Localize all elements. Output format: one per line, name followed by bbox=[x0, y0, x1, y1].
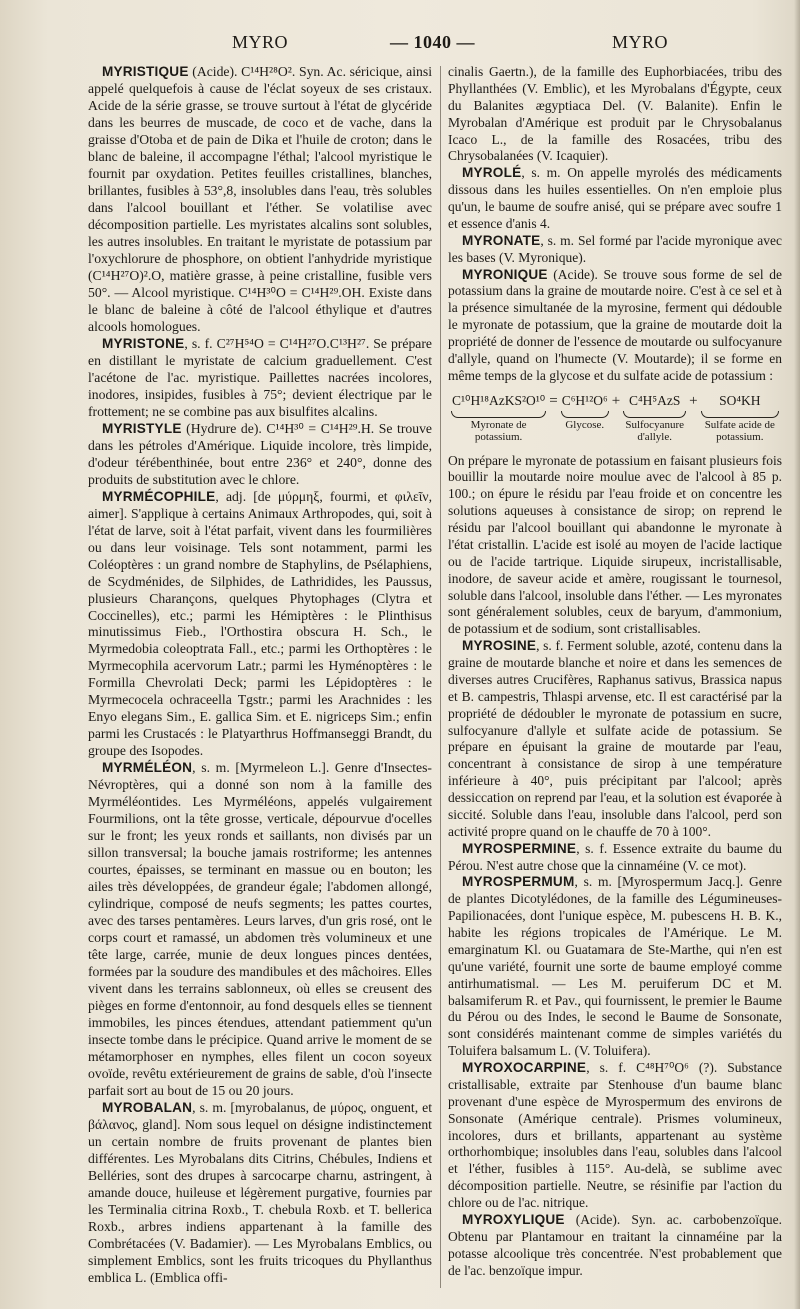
entry-text: , s. f. C²⁷H⁵⁴O = C¹⁴H²⁷O.C¹³H²⁷. Se prépare en distillant le myristate de calcium graduellement. C'est l'acétone de l'ac. myristique. Paillettes nacrées incolores, inodores, insipides, fusibles à 75°; devient électrique par le frottement; ne se combine pas aux bisulfites alcalins. bbox=[88, 335, 432, 419]
entry-text: , s. f. Essence extraite du baume du Pérou. N'est autre chose que la cinnaméine (V. ce mot). bbox=[448, 840, 782, 873]
entry-text: , s. m. Sel formé par l'acide myronique avec les bases (V. Myronique). bbox=[448, 232, 782, 265]
entry-text: On prépare le myronate de potassium en faisant plusieurs fois bouillir la moutarde noire moulue avec de l'alcool à 85 p. 100.; on épure le résidu par l'eau froide et on concentre les solutions aqueuses à consistance de sirop; on reprend le résidu par l'alcool bouillant qui abandonne le myronate à l'état cristallin. L'acide est isolé au moyen de l'acide lactique ou de l'acide tartrique. Liquide sirupeux, incristallisable, inodore, de saveur acide et amère, rougissant le tournesol, soluble dans l'alcool, insoluble dans l'éther. — Les myronates sont généralement solubles, ceux de baryum, d'ammonium, de potassium et de sodium, sont cristallisables. bbox=[448, 452, 782, 637]
equation-term bbox=[624, 393, 685, 443]
entry-myronique-continued bbox=[448, 453, 782, 639]
label-sulfate: Sulfate acide de potassium. bbox=[704, 418, 775, 443]
entry-myronate bbox=[448, 233, 782, 267]
entry-text: , adj. [de μύρμηξ, fourmi, et φιλεῖν, aimer]. S'applique à certains Animaux Arthropodes, qui, soit à l'état de larve, soit à l'état parfait, vivent dans les fourmilières ou dans leur voisinage. Tels sont notamment, parmi les Coléoptères : un grand nombre de Staphylins, de Psélaphiens, de Scydménides, de Silphides, de Lathridides, les Paussus, plusieurs Charançons, quelques Phytophages (Clytra et Coccinelles), etc.; parmi les Hémiptères : le Plinthisus minutissimus Fieb., l'Orthostira obscura H. Sch., le Myrmedobia coleoptrata Fall., etc.; parmi les Orthoptères : le Myrmecophila acervorum Latr.; parmi les Hyménoptères : le Formilla Chevrolati Deck; parmi les Lépidoptères : le Myrmecocela ochraceella Tgstr.; parmi les Arachnides : les Enyo elegans Sim., E. gallica Sim. et E. nigriceps Sim.; enfin parmi les Crustacés : le Platyarthrus Hoffmanseggi Brandt, du groupe des Isopodes. bbox=[88, 488, 432, 759]
entry-text: , s. f. Ferment soluble, azoté, contenu dans la graine de moutarde blanche et noire et dans les semences de diverses autres Crucifères, Raphanus sativus, Brassica napus et B. campestris, Thlaspi arvense, etc. Il est caractérisé par la propriété de dédoubler le myronate de potassium en sucre, sulfocyanure d'allyle et sulfate acide de potassium. Se prépare en épuisant la graine de moutarde par l'eau, concentrant à consistance de sirop à une température inférieure à 40°, puis précipitant par l'alcool; après dessiccation on reprend par l'eau, et la solution est évaporée à siccité. Soluble dans l'eau, insoluble dans l'alcool, perd son activité propre quand on le chauffe de 70 à 100°. bbox=[448, 638, 782, 839]
underbrace bbox=[451, 411, 546, 418]
headword: MYRMÉLÉON bbox=[102, 760, 193, 776]
entry-myrospermine bbox=[448, 841, 782, 875]
headword: MYRONIQUE bbox=[462, 266, 548, 282]
headword: MYRMÉCOPHILE bbox=[102, 488, 216, 504]
running-head-right: MYRO bbox=[612, 32, 669, 52]
plus-sign: + bbox=[611, 392, 621, 409]
underbrace bbox=[623, 411, 686, 418]
entry-text: , s. f. C⁴⁸H⁷⁰O⁶ (?). Substance cristallisable, extraite par Stenhouse d'un baume blanc provenant d'une espèce de Myrospermum des environs de Sonsonate (Amérique centrale). Prismes volumineux, incolores, durs et brillants, appartenant au système orthorhombique; insolubles dans l'eau, solubles dans l'alcool et l'éther, fusibles à 115°. Au-delà, se sublime avec décomposition partielle. Neutre, se résinifie par l'action du chlore ou de l'ac. nitrique. bbox=[448, 1060, 782, 1210]
headword: MYRISTIQUE bbox=[102, 64, 189, 79]
entry-myrospermum bbox=[448, 874, 782, 1060]
page-number: — 1040 — bbox=[390, 32, 475, 52]
headword: MYROLÉ bbox=[462, 165, 522, 181]
equation-term bbox=[452, 393, 545, 443]
entry-myroxocarpine bbox=[448, 1060, 782, 1212]
entry-myrobalan bbox=[88, 1100, 432, 1287]
headword: MYROSPERMINE bbox=[462, 840, 577, 856]
right-column bbox=[448, 64, 782, 1289]
equation-term bbox=[702, 393, 778, 443]
formula-sulfate: SO⁴KH bbox=[719, 392, 761, 408]
headword: MYRISTONE bbox=[102, 335, 185, 351]
entry-myroxylique bbox=[448, 1212, 782, 1280]
page-binding-shadow bbox=[794, 0, 800, 1309]
headword: MYROXOCARPINE bbox=[462, 1060, 587, 1075]
left-column bbox=[88, 64, 432, 1289]
equation-term bbox=[562, 393, 608, 431]
entry-text: (Hydrure de). C¹⁴H³⁰ = C¹⁴H²⁹.H. Se trouve dans les pétroles d'Amérique. Liquide incolore, très limpide, d'odeur térébenthinée, bout entre 236° et 240°, donne des produits de substitution avec le chlore. bbox=[88, 420, 432, 487]
chemical-equation bbox=[452, 393, 778, 443]
headword: MYROSINE bbox=[462, 638, 537, 654]
entry-myristyle bbox=[88, 421, 432, 489]
headword: MYROSPERMUM bbox=[462, 874, 575, 890]
underbrace bbox=[701, 411, 779, 418]
entry-text: (Acide). Syn. ac. carbobenzoïque. Obtenu par Plantamour en traitant la cinnaméine par la potasse alcoolique très concentrée. N'est probablement que de l'ac. benzoïque impur. bbox=[448, 1211, 782, 1278]
entry-text: (Acide). C¹⁴H²⁸O². Syn. Ac. séricique, ainsi appelé quelquefois à cause de l'éclat soyeux de ses cristaux. Acide de la série grasse, se trouve surtout à l'état de glycéride dans les beurres de muscade, de coco et de vache, dans la graisse d'Otoba et de pain de Dika et l'huile de croton; dans le blanc de baleine, il accompagne l'éthal; l'alcool myristique le fournit par oxydation. Petites feuilles cristallines, blanches, brillantes, fusibles à 53°,8, insolubles dans l'eau, très solubles dans l'alcool bouillant et l'éther. Se volatilise avec décomposition partielle. Les myristates alcalins sont solubles, les autres insolubles. En traitant le myristate de potassium par l'oxychlorure de phosphore, on obtient l'anhydride myristique (C¹⁴H²⁷O)².O, matière grasse, à peine cristalline, fusible vers 50°. — Alcool myristique. C¹⁴H³⁰O = C¹⁴H²⁹.OH. Existe dans le blanc de baleine à côté de l'alcool éthylique et d'autres alcools homologues. bbox=[88, 64, 432, 334]
formula-glycose: C⁶H¹²O⁶ bbox=[561, 392, 608, 408]
entry-myrmeleon bbox=[88, 760, 432, 1100]
headword: MYROBALAN bbox=[102, 1100, 193, 1116]
entry-text: , s. m. [myrobalanus, de μύρος, onguent, et βάλανος, gland]. Nom sous lequel on désigne indistinctement un certain nombre de fruits provenant de plantes bien différentes. Les Myrobalans dits Citrins, Chébules, Indiens et Belléries, sont des drupes à sarcocarpe charnu, astringent, à amande douce, huileuse et légèrement purgative, fournies par les Terminalia citrina Roxb., T. chebula Roxb. et T. bellerica Roxb., arbres indiens appartenant à la famille des Combrétacées (V. Badamier). — Les Myrobalans Emblics, ou simplement Emblics, sont les fruits tricoques du Phyllanthus emblica L. (Emblica offi- bbox=[88, 1100, 432, 1285]
headword: MYRISTYLE bbox=[102, 420, 182, 436]
entry-myristique bbox=[88, 64, 432, 336]
label-myronate: Myronate de potassium. bbox=[470, 418, 527, 443]
entry-text: cinalis Gaertn.), de la famille des Euphorbiacées, tribu des Phyllanthées (V. Emblic), et les Myrobalans d'Égypte, ceux du Balanites ægyptiaca Del. (V. Balanite). Enfin le Myrobalan d'Amérique est produit par le Chrysobalanus Icaco L., de la famille des Rosacées, tribu des Chrysobalanées (V. Icaquier). bbox=[448, 64, 782, 164]
entry-myrole bbox=[448, 165, 782, 233]
entry-myronique bbox=[448, 267, 782, 385]
entry-text: , s. m. On appelle myrolés des médicaments dissous dans les huiles essentielles. On n'en emploie plus qu'un, le baume de soufre anisé, qui se prépare avec soufre 1 et essence d'anis 4. bbox=[448, 165, 782, 231]
entry-myristone bbox=[88, 336, 432, 421]
formula-sulfocyanure: C⁴H⁵AzS bbox=[628, 392, 681, 408]
running-head-left: MYRO bbox=[232, 32, 289, 52]
entry-text: (Acide). Se trouve sous forme de sel de potassium dans la graine de moutarde noire. C'est à ce sel et à la présence simultanée de la myrosine, ferment qui dédouble le myronate de potassium, que la graine de moutarde doit la propriété de donner de l'essence de moutarde ou sulfocyanure d'allyle, quand on l'humecte (V. Moutarde); il se forme en même temps de la glycose et du sulfate acide de potassium : bbox=[448, 266, 782, 383]
page-header bbox=[0, 32, 800, 58]
label-glycose: Glycose. bbox=[565, 418, 605, 431]
equals-sign: = bbox=[549, 392, 558, 409]
column-divider bbox=[440, 66, 441, 1288]
label-sulfocyanure: Sulfocyanure d'allyle. bbox=[625, 418, 684, 443]
headword: MYROXYLIQUE bbox=[462, 1211, 565, 1227]
entry-myrmecophile bbox=[88, 489, 432, 761]
underbrace bbox=[561, 411, 609, 418]
entry-text: , s. m. [Myrospermum Jacq.]. Genre de plantes Dicotylédones, de la famille des Légumineuses-Papilionacées, dont l'unique espèce, M. pubescens H. B. K., habite les régions tropicales de l'Amérique. Le M. emarginatum Kl. ou Guatamara de Ste-Marthe, qui n'en est qu'une variété, fournit une sorte de baume employé comme antirhumatismal. — Les M. peruiferum DC et M. balsamiferum R. et Pav., qui fournissent, le premier le Baume du Pérou ou des Indes, le second le Baume de Sonsonate, sont considérés maintenant comme de simples variétés du Toluifera balsamum L. (V. Toluifera). bbox=[448, 874, 782, 1059]
entry-myrosine bbox=[448, 638, 782, 841]
headword: MYRONATE bbox=[462, 232, 541, 248]
plus-sign: + bbox=[689, 392, 698, 409]
entry-text: , s. m. [Myrmeleon L.]. Genre d'Insectes-Névroptères, qui a donné son nom à la famille des Myrméléontides. Les Myrméléons, appelés vulgairement Fourmilions, ont la tête grosse, verticale, dépourvue d'ocelles sur le front; les yeux ronds et saillants, non divisés par un sillon transversal; la bouche jamais rostriforme; les antennes courtes, épaisses, se terminant en massue ou en bouton; les ailes très développées, de grandeur égale; l'abdomen allongé, cylindrique, composé de neufs segments; les pattes courtes, avec des tarses pentamères. Leurs larves, d'un gris rosé, ont le corps court et ramassé, un abdomen très volumineux et une tête large, carrée, munie de deux longues pinces dentées, formées par la soudure des mandibules et des mâchoires. Elles vivent dans les terrains sablonneux, où elles se creusent des pièges en forme d'entonnoir, au fond desquels elles se tiennent immobiles, les pinces étendues, attendant patiemment qu'un insecte tombe dans le précipice. Quand arrive le moment de se métamorphoser en nymphes, elles filent un cocon soyeux ovoïde, revêtu extérieurement de grains de sable, d'où l'insecte parfait sort au bout de 15 ou 20 jours. bbox=[88, 760, 432, 1099]
formula-myronate: C¹⁰H¹⁸AzKS²O¹⁰ bbox=[452, 392, 546, 408]
entry-myrobalan-continued bbox=[448, 64, 782, 165]
